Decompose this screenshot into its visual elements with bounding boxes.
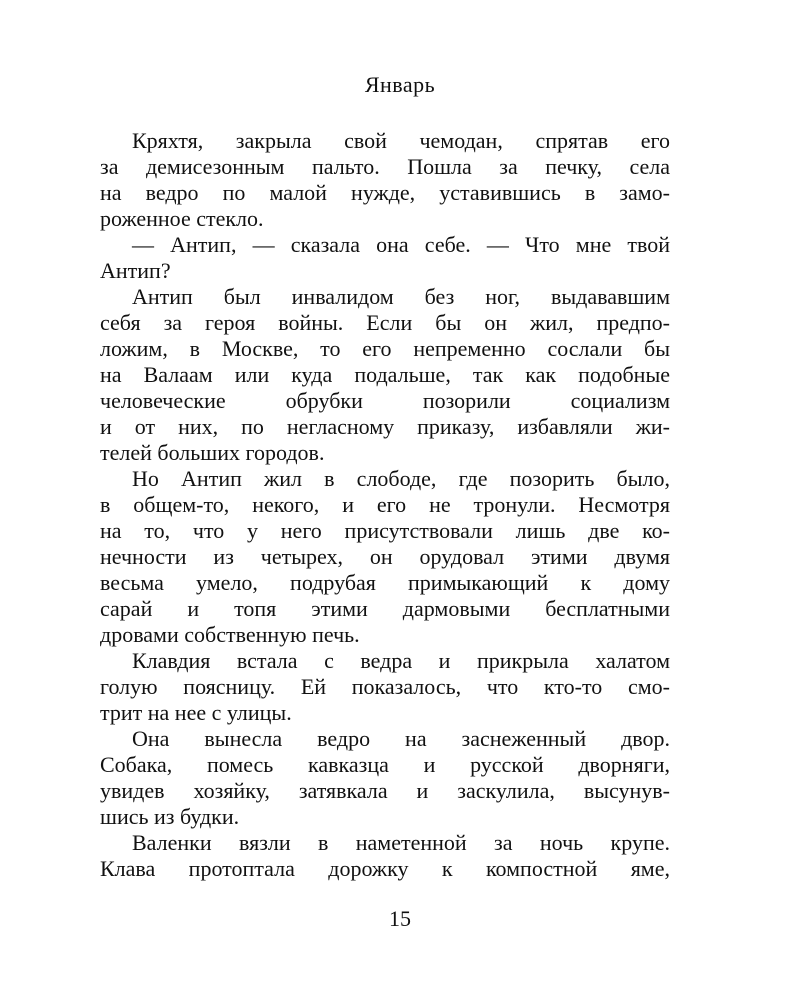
body-text <box>100 128 670 882</box>
text-line: себя за героя войны. Если бы он жил, предпо- <box>100 310 670 335</box>
text-line: Антип был инвалидом без ног, выдававшим <box>132 284 670 309</box>
text-line: Антип? <box>100 258 171 283</box>
text-line: на то, что у него присутствовали лишь две ко- <box>100 518 670 543</box>
running-head: Январь <box>364 72 436 97</box>
text-line: увидев хозяйку, затявкала и заскулила, высунув- <box>100 778 670 803</box>
text-line: голую поясницу. Ей показалось, что кто-то смо- <box>100 674 670 699</box>
text-line: за демисезонным пальто. Пошла за печку, села <box>100 154 670 179</box>
text-line: — Антип, — сказала она себе. — Что мне твой <box>132 232 670 257</box>
text-line: на Валаам или куда подальше, так как подобные <box>100 362 670 387</box>
text-line: в общем-то, некого, и его не тронули. Несмотря <box>100 492 670 517</box>
text-line: телей больших городов. <box>100 440 325 465</box>
text-line: Валенки вязли в наметенной за ночь крупе. <box>132 830 670 855</box>
text-line: нечности из четырех, он орудовал этими двумя <box>100 544 670 569</box>
text-line: и от них, по негласному приказу, избавляли жи- <box>100 414 670 439</box>
text-line: шись из будки. <box>100 804 240 829</box>
text-line: Она вынесла ведро на заснеженный двор. <box>132 726 670 751</box>
text-line: сарай и топя этими дармовыми бесплатными <box>100 596 670 621</box>
text-line: Кряхтя, закрыла свой чемодан, спрятав его <box>132 128 670 153</box>
text-line: человеческие обрубки позорили социализм <box>100 388 670 413</box>
text-line: весьма умело, подрубая примыкающий к дому <box>100 570 670 595</box>
text-line: Собака, помесь кавказца и русской дворняги, <box>100 752 670 777</box>
text-line: роженное стекло. <box>100 206 264 231</box>
page-number: 15 <box>389 906 411 931</box>
text-line: Клава протоптала дорожку к компостной яме, <box>100 856 670 881</box>
text-line: трит на нее с улицы. <box>100 700 292 725</box>
text-line: Но Антип жил в слободе, где позорить было, <box>132 466 670 491</box>
text-line: Клавдия встала с ведра и прикрыла халатом <box>132 648 670 673</box>
text-line: на ведро по малой нужде, уставившись в замо- <box>100 180 670 205</box>
text-line: дровами собственную печь. <box>100 622 360 647</box>
text-line: ложим, в Москве, то его непременно сослали бы <box>100 336 670 361</box>
